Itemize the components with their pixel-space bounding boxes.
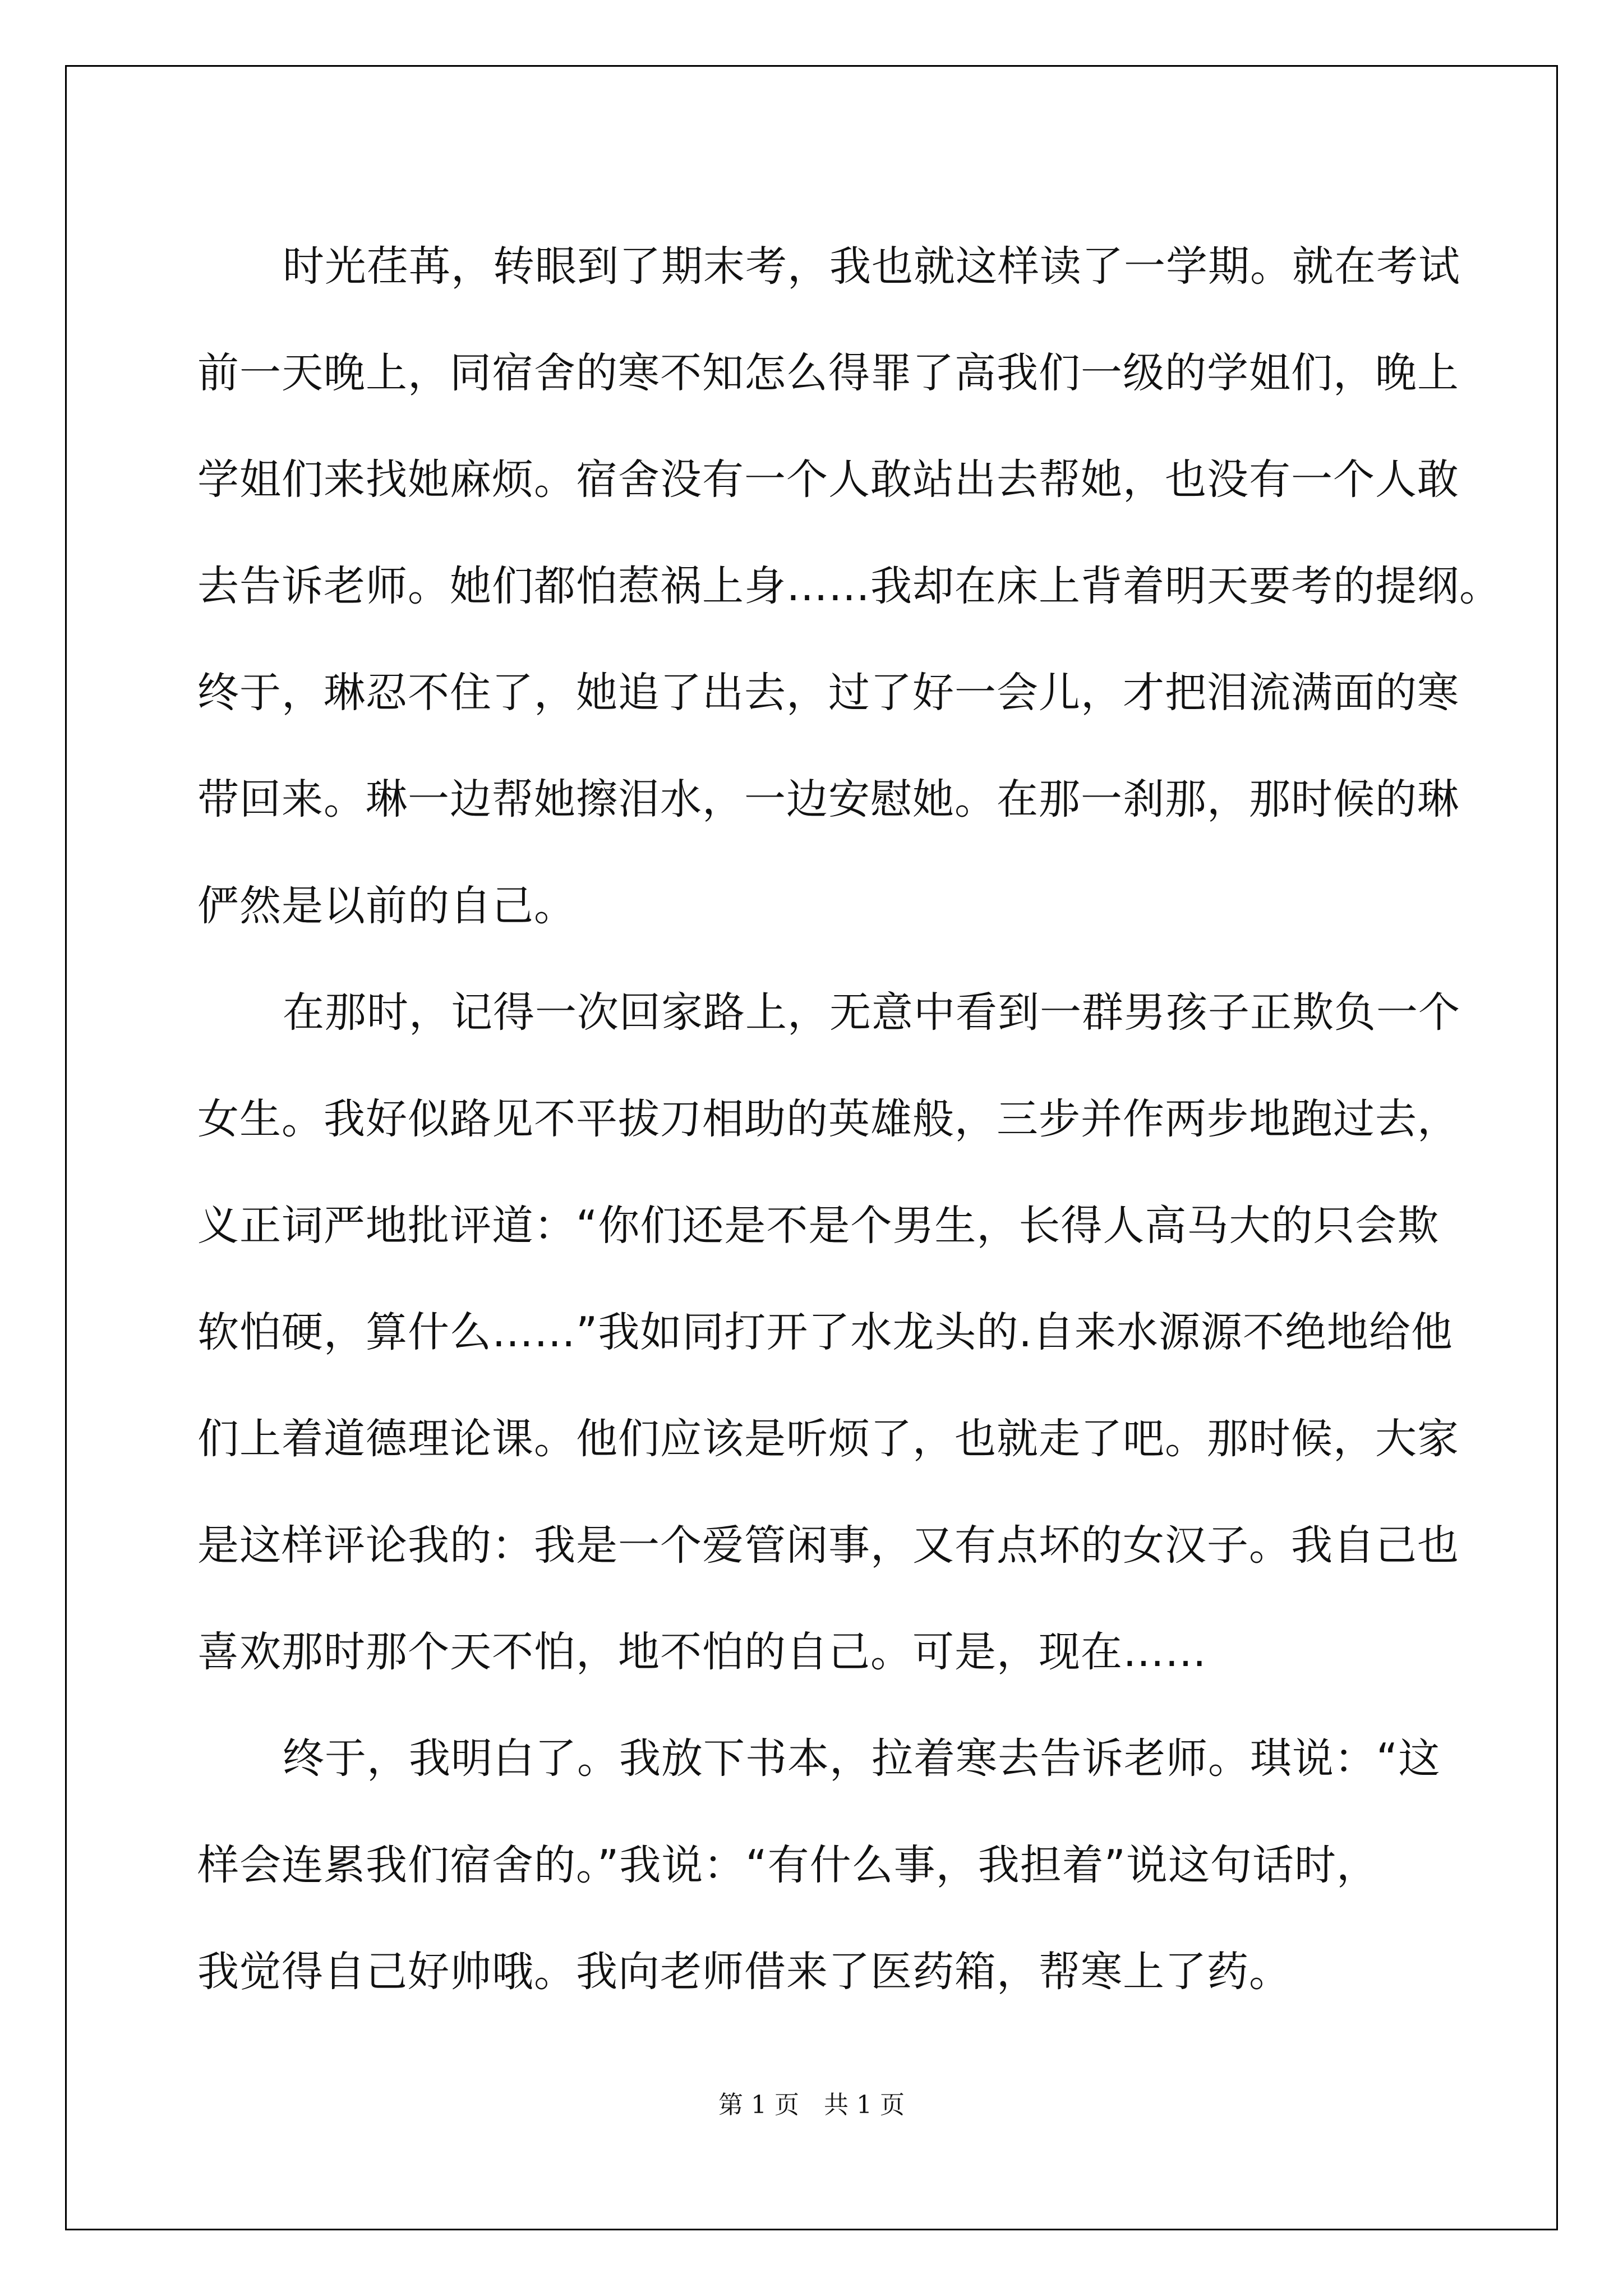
- paragraph-2-line-5: 们上着道德理论课。他们应该是听烦了，也就走了吧。那时候，大家: [197, 1415, 1459, 1463]
- paragraph-2-line-6: 是这样评论我的：我是一个爱管闲事，又有点坏的女汉子。我自己也: [197, 1521, 1459, 1570]
- paragraph-1-line-7: 俨然是以前的自己。: [197, 882, 576, 930]
- paragraph-1-line-3: 学姐们来找她麻烦。宿舍没有一个人敢站出去帮她，也没有一个人敢: [197, 455, 1459, 504]
- paragraph-1-line-5: 终于，琳忍不住了，她追了出去，过了好一会儿，才把泪流满面的寒: [197, 669, 1459, 717]
- paragraph-1-line-2: 前一天晚上，同宿舍的寒不知怎么得罪了高我们一级的学姐们，晚上: [197, 349, 1459, 397]
- paragraph-2-line-3: 义正词严地批评道：“你们还是不是个男生，长得人高马大的只会欺: [197, 1202, 1440, 1250]
- paragraph-2-line-2: 女生。我好似路见不平拔刀相助的英雄般，三步并作两步地跑过去，: [197, 1095, 1459, 1143]
- paragraph-1-line-1: 时光荏苒，转眼到了期末考，我也就这样读了一学期。就在考试: [283, 242, 1460, 291]
- paragraph-3-line-1: 终于，我明白了。我放下书本，拉着寒去告诉老师。琪说：“这: [283, 1734, 1441, 1783]
- page-footer: 第 1 页 共 1 页: [718, 2091, 905, 2119]
- paragraph-2-line-7: 喜欢那时那个天不怕，地不怕的自己。可是，现在……: [197, 1628, 1207, 1676]
- paragraph-3-line-3: 我觉得自己好帅哦。我向老师借来了医药箱，帮寒上了药。: [197, 1948, 1291, 1996]
- paragraph-2-line-1: 在那时，记得一次回家路上，无意中看到一群男孩子正欺负一个: [283, 988, 1460, 1037]
- paragraph-1-line-6: 带回来。琳一边帮她擦泪水，一边安慰她。在那一刹那，那时候的琳: [197, 775, 1459, 823]
- document-body: [197, 213, 1501, 2025]
- paragraph-2-line-4: 软怕硬，算什么……”我如同打开了水龙头的.自来水源源不绝地给他: [197, 1308, 1453, 1356]
- paragraph-1-line-4: 去告诉老师。她们都怕惹祸上身……我却在床上背着明天要考的提纲。: [197, 562, 1501, 610]
- paragraph-3-line-2: 样会连累我们宿舍的。”我说：“有什么事，我担着”说这句话时，: [197, 1841, 1379, 1889]
